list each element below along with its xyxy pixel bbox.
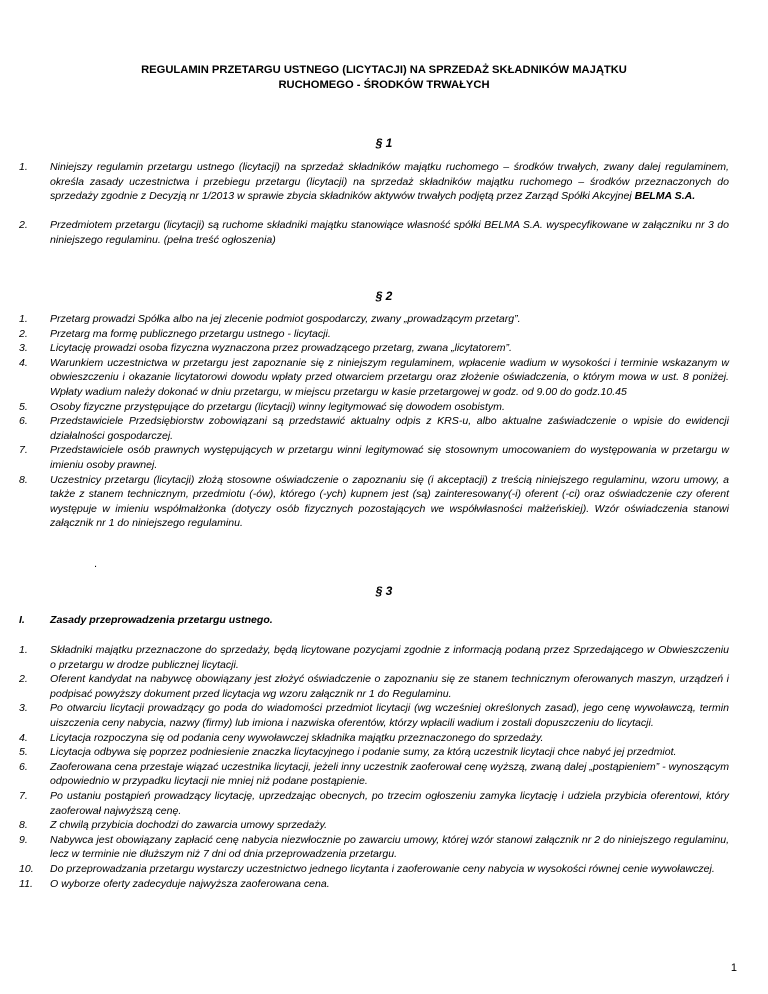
item-text: Przetarg ma formę publicznego przetargu ustnego - licytacji. bbox=[50, 327, 331, 340]
list-item bbox=[19, 760, 729, 789]
item-text: Przetarg prowadzi Spółka albo na jej zlecenie podmiot gospodarczy, zwany „prowadzącym przetarg”. bbox=[50, 313, 521, 325]
list-item bbox=[19, 672, 729, 701]
item-text: Licytacja odbywa się poprzez podniesienie znaczka licytacyjnego i podanie sumy, za którą uczestnik licytacji chce nabyć jej przedmiot. bbox=[50, 746, 677, 759]
list-item bbox=[19, 356, 729, 400]
document-title bbox=[60, 63, 708, 93]
list-item bbox=[19, 443, 729, 472]
item-number: 8. bbox=[19, 473, 28, 486]
item-text: Uczestnicy przetargu (licytacji) złożą stosowne oświadczenie o zapoznaniu się (i akceptacji) z treścią niniejszego regulaminu, wzoru umowy, a także z stanem technicznym, przedmiotu (-ów), którego (-ych) kupnem jest (są) zainteresowany(-i) oferent (-ci) oraz oświadczenie czy oferent występuje w imieniu współmałżonka (dotyczy osób fizycznych pozostających we współwłasności małżeńskiej). Wzór oświadczenia stanowi załącznik nr 1 do niniejszego regulaminu. bbox=[50, 473, 729, 530]
item-text: Licytację prowadzi osoba fizyczna wyznaczona przez prowadzącego przetarg, zwana „licytatorem”. bbox=[50, 342, 512, 355]
list-item bbox=[19, 789, 729, 818]
list-item bbox=[19, 341, 729, 356]
section-1-heading: § 1 bbox=[375, 136, 393, 150]
list-item bbox=[19, 862, 729, 877]
item-number: 8. bbox=[19, 819, 28, 832]
list-item bbox=[19, 414, 729, 443]
list-item bbox=[19, 731, 729, 746]
item-text: Nabywca jest obowiązany zapłacić cenę nabycia niezwłocznie po zawarciu umowy, której wzór stanowi załącznik nr 2 do niniejszego regulaminu, lecz w terminie nie dłuższym niż 7 dni od dnia przeprowadzenia przetargu. bbox=[50, 833, 729, 861]
item-number: 9. bbox=[19, 833, 28, 846]
list-item bbox=[19, 160, 729, 204]
list-item bbox=[19, 218, 729, 247]
item-number: 5. bbox=[19, 746, 28, 759]
list-item bbox=[19, 643, 729, 672]
item-text: Oferent kandydat na nabywcę obowiązany jest złożyć oświadczenie o zapoznaniu się ze stanem technicznym oferowanych maszyn, urządzeń i podpisać powyższy dokument przed licytacja wg wzoru załącznik nr 1 do Regulaminu. bbox=[50, 673, 729, 700]
subsection-number: I. bbox=[19, 614, 25, 626]
item-text: Przedstawiciele osób prawnych występujących w przetargu winni legitymować się stosownym umocowaniem do występowania w przetargu w imieniu osoby prawnej. bbox=[50, 444, 729, 471]
page-number: 1 bbox=[730, 962, 737, 974]
item-number: 7. bbox=[19, 789, 28, 802]
list-item bbox=[19, 473, 729, 531]
item-number: 6. bbox=[19, 760, 28, 773]
title-line-1: REGULAMIN PRZETARGU USTNEGO (LICYTACJI) NA SPRZEDAŻ SKŁADNIKÓW MAJĄTKU bbox=[141, 64, 627, 76]
stray-dot: . bbox=[94, 558, 98, 570]
list-item bbox=[19, 833, 729, 862]
item-number: 5. bbox=[19, 400, 28, 413]
item-text: Przedmiotem przetargu (licytacji) są ruchome składniki majątku stanowiące własność spółki BELMA S.A. wyspecyfikowane w załączniku nr 3 do niniejszego regulaminu. (pełna treść ogłoszenia) bbox=[50, 219, 729, 246]
item-text: Po ustaniu postąpień prowadzący licytację, uprzedzając obecnych, po trzecim ogłoszeniu zamyka licytację i udziela przybicia oferentowi, który zaoferował najwyższą cenę. bbox=[50, 789, 729, 817]
item-text: Przedstawiciele Przedsiębiorstw zobowiązani są przedstawić aktualny odpis z KRS-u, albo aktualne zaświadczenie o wpisie do ewidencji działalności gospodarczej. bbox=[50, 415, 729, 442]
item-text: Z chwilą przybicia dochodzi do zawarcia umowy sprzedaży. bbox=[50, 819, 328, 832]
item-number: 4. bbox=[19, 731, 28, 744]
item-text: Do przeprowadzania przetargu wystarczy uczestnictwo jednego licytanta i zaoferowanie ceny nabycia w wysokości równej cenie wywoławczej. bbox=[50, 862, 715, 875]
subsection-heading bbox=[19, 613, 729, 628]
list-item bbox=[19, 745, 729, 760]
item-text: Niniejszy regulamin przetargu ustnego (licytacji) na sprzedaż składników majątku ruchomego – środków trwałych, zwany dalej regulaminem, określa zasady uczestnictwa i przebiegu przetargu (licytacji) na sprzedaż składników majątku ruchomego – środków przeznaczonych do sprzedaży zgodnie z Decyzją nr 1/2013 w sprawie zbycia składników aktywów trwałych podjętą przez Zarząd Spółki Akcyjnej bbox=[50, 161, 729, 203]
section-3-heading: § 3 bbox=[375, 584, 393, 598]
item-text: Zaoferowana cena przestaje wiązać uczestnika licytacji, jeżeli inny uczestnik zaoferował cenę wyższą, zwaną dalej „postąpieniem” - wynoszącym odpowiednio w przypadku licytacji nie mniej niż podane postąpienie. bbox=[50, 760, 729, 788]
item-number: 11. bbox=[19, 877, 33, 890]
section-3-list bbox=[19, 643, 729, 891]
list-item bbox=[19, 312, 729, 327]
item-number: 7. bbox=[19, 444, 28, 457]
item-number: 10. bbox=[19, 862, 34, 875]
item-number: 2. bbox=[19, 673, 28, 686]
item-number: 2. bbox=[19, 327, 28, 340]
item-number: 1. bbox=[19, 161, 28, 173]
item-number: 3. bbox=[19, 342, 28, 355]
section-1-list bbox=[19, 160, 729, 248]
item-text: Po otwarciu licytacji prowadzący go poda do wiadomości przedmiot licytacji (wg wcześniej określonych zasad), jego cenę wywoławczą, termin uiszczenia ceny nabycia, nazwy (firmy) lub imiona i nazwiska oferentów, którzy wpłacili wadium i zostali dopuszczeniu do licytacji. bbox=[50, 702, 729, 729]
title-line-2: RUCHOMEGO - ŚRODKÓW TRWAŁYCH bbox=[278, 79, 490, 91]
list-item bbox=[19, 327, 729, 342]
item-number: 3. bbox=[19, 702, 28, 715]
item-number: 4. bbox=[19, 356, 28, 369]
list-item bbox=[19, 400, 729, 415]
item-text: O wyborze oferty zadecyduje najwyższa zaoferowana cena. bbox=[50, 877, 330, 890]
item-text: Warunkiem uczestnictwa w przetargu jest zapoznanie się z niniejszym regulaminem, wpłacenie wadium w wysokości i terminie wskazanym w obwieszczeniu i okazanie licytatorowi dowodu wpłaty przed otwarciem przetargu oraz złożenie oświadczenia, o którym mowa w ust. 8 poniżej. Wpłaty wadium należy dokonać w dniu przetargu, w miejscu przetargu w kasie przetargowej w godz. od 9.00 do godz.10.45 bbox=[50, 356, 729, 398]
list-item bbox=[19, 877, 729, 892]
subsection-title: Zasady przeprowadzenia przetargu ustnego. bbox=[50, 614, 273, 626]
item-text: Składniki majątku przeznaczone do sprzedaży, będą licytowane pozycjami zgodnie z informacją podaną przez Sprzedającego w Obwieszczeniu o przetargu w drodze publicznej licytacji. bbox=[50, 644, 729, 671]
list-item bbox=[19, 818, 729, 833]
item-number: 6. bbox=[19, 415, 28, 428]
section-2-heading: § 2 bbox=[375, 289, 393, 303]
item-text: Licytacja rozpoczyna się od podania ceny wywoławczej składnika majątku przeznaczonego do sprzedaży. bbox=[50, 731, 544, 744]
company-name: BELMA S.A. bbox=[634, 190, 696, 203]
list-item bbox=[19, 701, 729, 730]
item-number: 2. bbox=[19, 219, 28, 232]
section-2-list bbox=[19, 312, 729, 531]
item-number: 1. bbox=[19, 644, 28, 656]
item-number: 1. bbox=[19, 313, 28, 325]
item-text: Osoby fizyczne przystępujące do przetargu (licytacji) winny legitymować się dowodem osobistym. bbox=[50, 400, 505, 413]
